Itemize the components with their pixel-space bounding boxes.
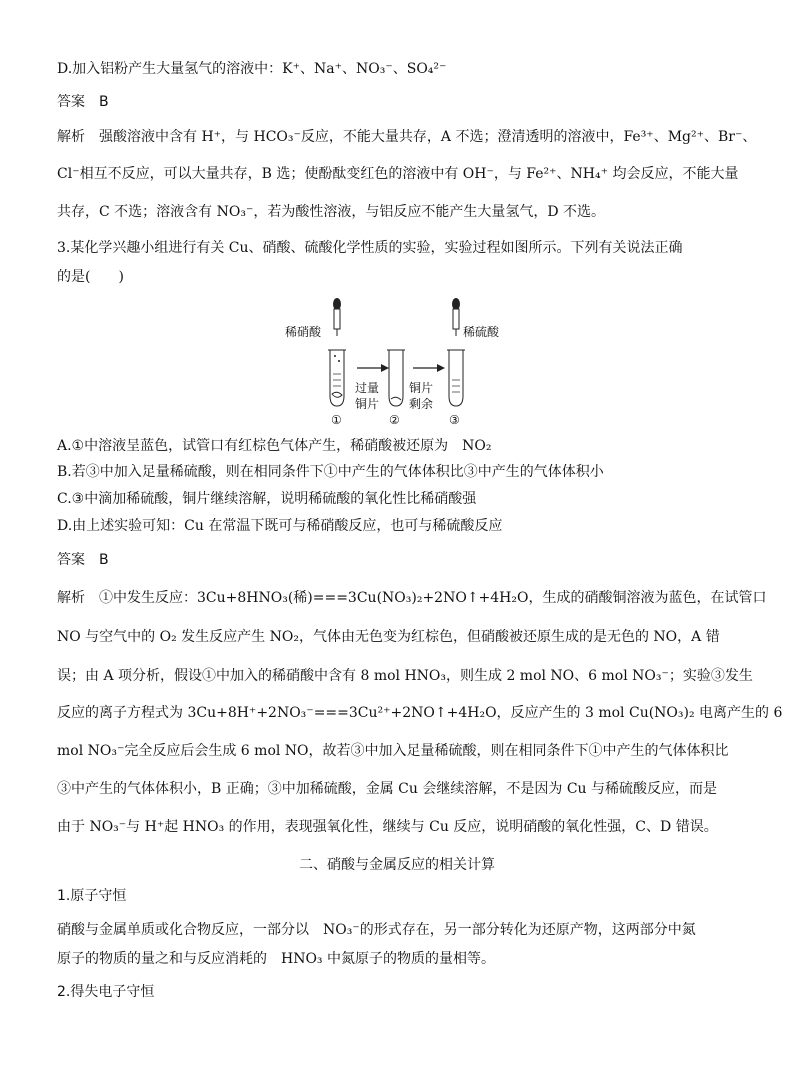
label-remaining: 剩余	[409, 397, 434, 411]
dropper-1-icon	[333, 298, 341, 336]
option-d: D.由上述实验可知：Cu 在常温下既可与稀硝酸反应，也可与稀硫酸反应	[57, 518, 503, 534]
tube-2-label: ②	[389, 413, 400, 427]
section-heading: 二、硝酸与金属反应的相关计算	[299, 857, 495, 873]
test-tube-2	[387, 350, 405, 406]
analysis-line-3: 共存，C 不选；溶液含有 NO₃⁻，若为酸性溶液，与铝反应不能产生大量氢气，D 不选。	[57, 204, 606, 220]
test-tube-3	[447, 350, 465, 406]
analysis-2-line-4: 反应的离子方程式为 3Cu+8H⁺+2NO₃⁻===3Cu²⁺+2NO↑+4H₂O，反应产生的 3 mol Cu(NO₃)₂ 电离产生的 6	[57, 705, 783, 721]
tube-1-label: ①	[331, 413, 342, 427]
analysis-2-line-2: NO 与空气中的 O₂ 发生反应产生 NO₂，气体由无色变为红棕色，但硝酸被还原生成的是无色的 NO，A 错	[57, 629, 720, 645]
test-tube-1	[328, 350, 346, 406]
label-dilute-nitric: 稀硝酸	[285, 325, 322, 339]
label-copper-1: 铜片	[355, 397, 380, 411]
option-d-line: D.加入铝粉产生大量氢气的溶液中：K⁺、Na⁺、NO₃⁻、SO₄²⁻	[57, 61, 447, 77]
question-3-line-2: 的是( )	[57, 269, 124, 285]
question-3-line-1: 3.某化学兴趣小组进行有关 Cu、硝酸、硫酸化学性质的实验，实验过程如图所示。下列有关说法正确	[57, 240, 683, 256]
analysis-2-line-5: mol NO₃⁻完全反应后会生成 6 mol NO，故若③中加入足量稀硫酸，则在相同条件下①中产生的气体体积比	[57, 743, 729, 759]
analysis-line-2: Cl⁻相互不反应，可以大量共存，B 选；使酚酞变红色的溶液中有 OH⁻，与 Fe²⁺、NH₄⁺ 均会反应，不能大量	[57, 166, 739, 182]
answer-line: 答案 B	[57, 94, 109, 110]
arrowhead-icon	[381, 364, 389, 372]
option-a: A.①中溶液呈蓝色，试管口有红棕色气体产生，稀硝酸被还原为 NO₂	[57, 438, 492, 454]
analysis-2-line-7: 由于 NO₃⁻与 H⁺起 HNO₃ 的作用，表现强氧化性，继续与 Cu 反应，说明硝酸的氧化性强，C、D 错误。	[57, 819, 718, 835]
dropper-3-icon	[452, 298, 460, 336]
analysis-2-line-6: ③中产生的气体体积小，B 正确；③中加稀硫酸，金属 Cu 会继续溶解，不是因为 Cu 与稀硫酸反应，而是	[57, 781, 717, 797]
arrowhead-icon	[437, 364, 445, 372]
analysis-2-line-1: 解析 ①中发生反应：3Cu+8HNO₃(稀)===3Cu(NO₃)₂+2NO↑+4H₂O，生成的硝酸铜溶液为蓝色，在试管口	[57, 590, 767, 606]
option-b: B.若③中加入足量稀硫酸，则在相同条件下①中产生的气体体积比③中产生的气体体积小	[57, 464, 604, 480]
analysis-line-1: 解析 强酸溶液中含有 H⁺，与 HCO₃⁻反应，不能大量共存，A 不选；澄清透明的溶液中，Fe³⁺、Mg²⁺、Br⁻、	[57, 129, 757, 145]
paragraph-line-1: 硝酸与金属单质或化合物反应，一部分以 NO₃⁻的形式存在，另一部分转化为还原产物，这两部分中氮	[57, 922, 696, 938]
experiment-diagram	[285, 296, 505, 436]
label-dilute-sulfuric: 稀硫酸	[463, 325, 500, 339]
paragraph-line-2: 原子的物质的量之和与反应消耗的 HNO₃ 中氮原子的物质的量相等。	[57, 951, 495, 967]
label-copper-2: 铜片	[409, 381, 434, 395]
subheading-electron-conservation: 2.得失电子守恒	[57, 984, 155, 1000]
analysis-2-line-3: 误；由 A 项分析，假设①中加入的稀硝酸中含有 8 mol HNO₃，则生成 2 mol NO、6 mol NO₃⁻；实验③发生	[57, 668, 753, 684]
label-excess: 过量	[355, 381, 380, 395]
subheading-atom-conservation: 1.原子守恒	[57, 888, 127, 904]
option-c: C.③中滴加稀硫酸，铜片继续溶解，说明稀硫酸的氧化性比稀硝酸强	[57, 491, 477, 507]
tube-3-label: ③	[449, 413, 460, 427]
answer-line-2: 答案 B	[57, 552, 109, 568]
